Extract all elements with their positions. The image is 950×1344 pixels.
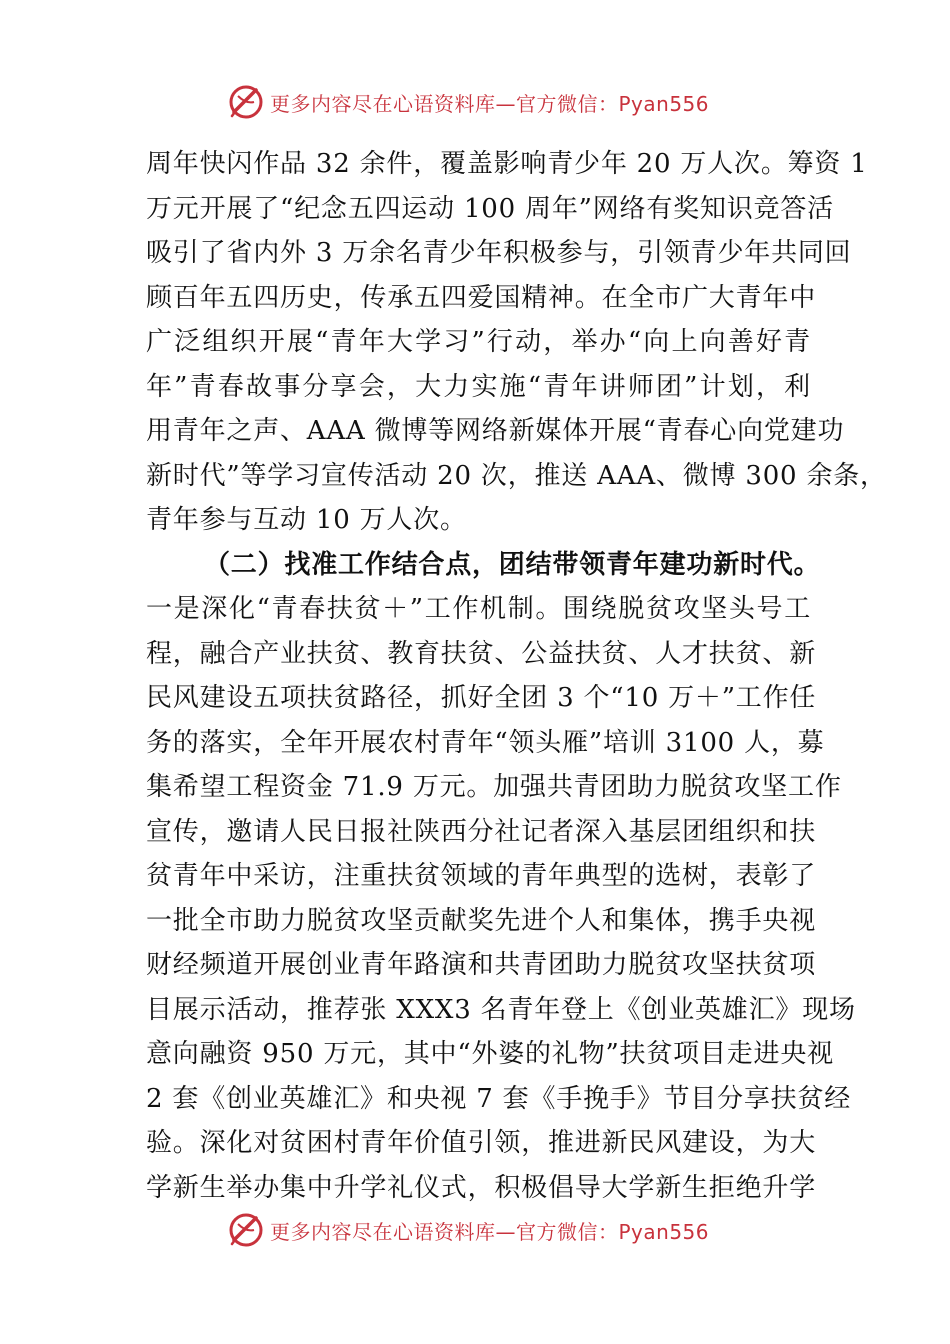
text-line: 一批全市助力脱贫攻坚贡献奖先进个人和集体，携手央视 bbox=[146, 905, 817, 936]
paragraph bbox=[146, 142, 887, 543]
text-line: 财经频道开展创业青年路演和共青团助力脱贫攻坚扶贫项 bbox=[146, 950, 817, 980]
text-line: 意向融资 950 万元，其中“外婆的礼物”扶贫项目走进央视 bbox=[146, 1039, 834, 1069]
footer-watermark bbox=[226, 1210, 746, 1250]
text-line: 集希望工程资金 71.9 万元。加强共青团助力脱贫攻坚工作 bbox=[146, 772, 842, 802]
text-line: 一是深化“青春扶贫＋”工作机制。围绕脱贫攻坚头号工 bbox=[146, 594, 811, 624]
text-line: 用青年之声、AAA 微博等网络新媒体开展“青春心向党建功 bbox=[146, 416, 845, 446]
text-line: 务的落实，全年开展农村青年“领头雁”培训 3100 人，募 bbox=[146, 727, 825, 758]
text-line: 年”青春故事分享会，大力实施“青年讲师团”计划，利 bbox=[146, 371, 811, 402]
text-line: 青年参与互动 10 万人次。 bbox=[146, 505, 467, 535]
text-line: 宣传，邀请人民日报社陕西分社记者深入基层团组织和扶 bbox=[146, 816, 817, 847]
text-line: 吸引了省内外 3 万余名青少年积极参与，引领青少年共同回 bbox=[146, 238, 852, 268]
text-line: 万元开展了“纪念五四运动 100 周年”网络有奖知识竞答活 bbox=[146, 193, 834, 224]
text-line: 顾百年五四历史，传承五四爱国精神。在全市广大青年中 bbox=[146, 282, 817, 313]
pen-logo-icon bbox=[226, 1210, 266, 1250]
text-line: 贫青年中采访，注重扶贫领域的青年典型的选树，表彰了 bbox=[146, 861, 817, 891]
text-line: 学新生举办集中升学礼仪式，积极倡导大学新生拒绝升学 bbox=[146, 1172, 817, 1203]
text-line: 验。深化对贫困村青年价值引领，推进新民风建设，为大 bbox=[146, 1128, 817, 1158]
text-line: 新时代”等学习宣传活动 20 次，推送 AAA、微博 300 余条， bbox=[146, 460, 887, 491]
watermark-text: 更多内容尽在心语资料库—官方微信：Pyan556 bbox=[270, 1219, 710, 1244]
text-line: 广泛组织开展“青年大学习”行动，举办“向上向善好青 bbox=[146, 327, 811, 357]
text-line: 2 套《创业英雄汇》和央视 7 套《手挽手》节目分享扶贫经 bbox=[146, 1083, 852, 1114]
text-line: 民风建设五项扶贫路径，抓好全团 3 个“10 万＋”工作任 bbox=[146, 683, 817, 713]
text-line: 程，融合产业扶贫、教育扶贫、公益扶贫、人才扶贫、新 bbox=[146, 638, 817, 669]
text-line: 目展示活动，推荐张 XXX3 名青年登上《创业英雄汇》现场 bbox=[146, 994, 856, 1025]
watermark-text: 更多内容尽在心语资料库—官方微信：Pyan556 bbox=[270, 91, 710, 116]
text-line: 周年快闪作品 32 余件，覆盖影响青少年 20 万人次。筹资 1 bbox=[146, 149, 868, 179]
paragraph bbox=[146, 543, 856, 1211]
pen-logo-icon bbox=[226, 82, 266, 122]
section-heading: （二）找准工作结合点，团结带领青年建功新时代。 bbox=[204, 549, 821, 580]
document-body bbox=[146, 142, 887, 1210]
header-watermark bbox=[226, 82, 746, 122]
